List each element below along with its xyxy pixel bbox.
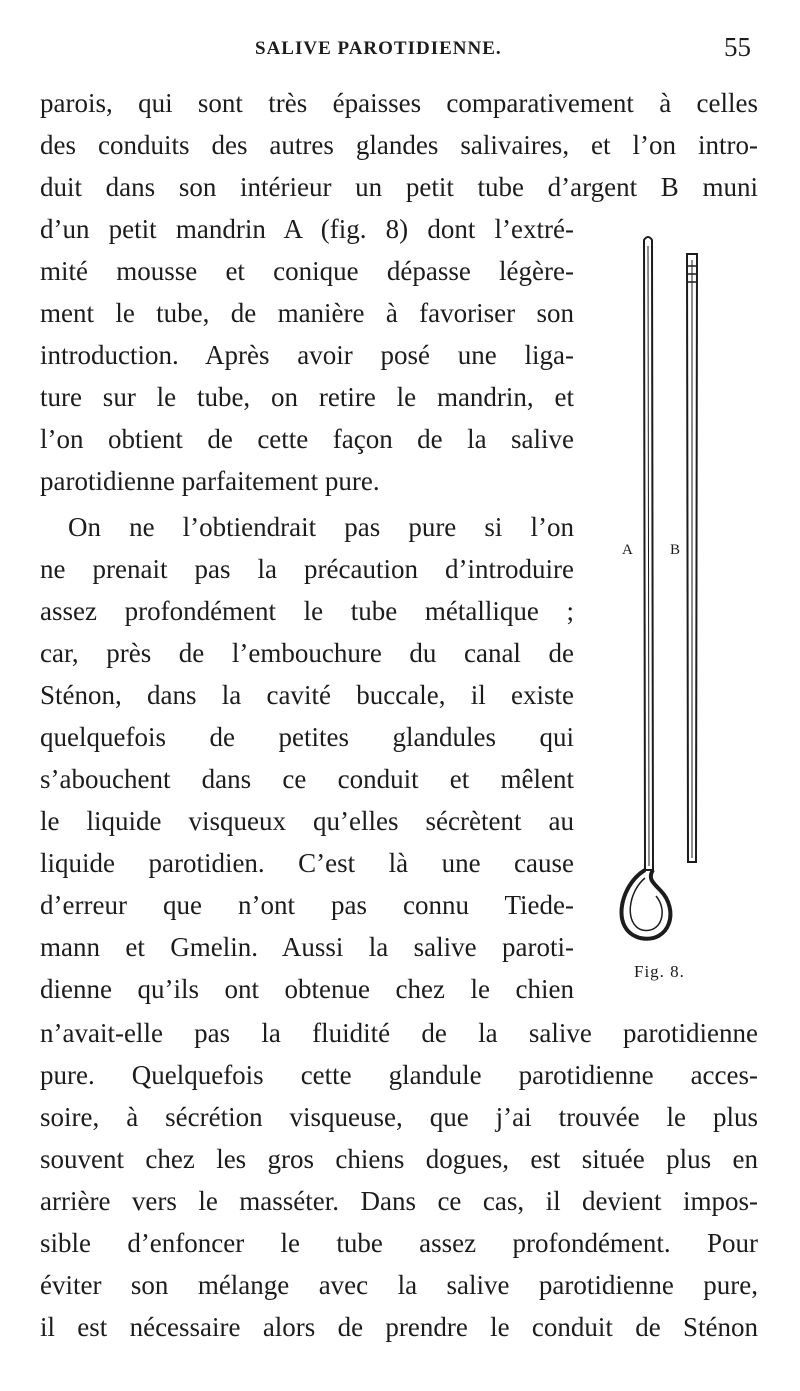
running-head xyxy=(0,30,800,70)
text-line: car, près de l’embouchure du canal de xyxy=(40,638,574,668)
text-line: introduction. Après avoir posé une liga- xyxy=(40,340,574,370)
figure-label-b: B xyxy=(670,542,681,558)
figure-label-a: A xyxy=(622,542,633,558)
text-line: parotidienne parfaitement pure. xyxy=(40,466,380,496)
text-line: s’abouchent dans ce conduit et mêlent xyxy=(40,764,574,794)
figure-caption: Fig. 8. xyxy=(634,962,685,981)
text-line: pure. Quelquefois cette glandule parotidienne acces- xyxy=(40,1060,758,1090)
text-line: mann et Gmelin. Aussi la salive paroti- xyxy=(40,932,574,962)
text-line: sible d’enfoncer le tube assez profondément. Pour xyxy=(40,1228,758,1258)
figure-8 xyxy=(600,230,740,990)
text-line: d’erreur que n’ont pas connu Tiede- xyxy=(40,890,574,920)
text-line: le liquide visqueux qu’elles sécrètent au xyxy=(40,806,574,836)
text-line: assez profondément le tube métallique ; xyxy=(40,596,574,626)
text-line: l’on obtient de cette façon de la salive xyxy=(40,424,574,454)
text-line: des conduits des autres glandes salivaires, et l’on intro- xyxy=(40,130,758,160)
text-line: Sténon, dans la cavité buccale, il existe xyxy=(40,680,574,710)
mandrin-a-drawing xyxy=(621,237,670,939)
text-line: n’avait-elle pas la fluidité de la salive parotidienne xyxy=(40,1018,758,1048)
text-line: souvent chez les gros chiens dogues, est située plus en xyxy=(40,1144,758,1174)
text-line: parois, qui sont très épaisses comparativement à celles xyxy=(40,88,758,118)
page-number: 55 xyxy=(724,32,751,62)
text-line: duit dans son intérieur un petit tube d’argent B muni xyxy=(40,172,758,202)
text-line: ment le tube, de manière à favoriser son xyxy=(40,298,574,328)
text-line: quelquefois de petites glandules qui xyxy=(40,722,574,752)
text-line: éviter son mélange avec la salive parotidienne pure, xyxy=(40,1270,758,1300)
text-line: mité mousse et conique dépasse légère- xyxy=(40,256,574,286)
mandrin-and-tube-illustration xyxy=(600,230,740,990)
text-line: liquide parotidien. C’est là une cause xyxy=(40,848,574,878)
running-title: SALIVE PAROTIDIENNE. xyxy=(255,38,502,59)
text-line: dienne qu’ils ont obtenue chez le chien xyxy=(40,974,574,1004)
text-line: d’un petit mandrin A (fig. 8) dont l’extré- xyxy=(40,214,574,244)
text-line: On ne l’obtiendrait pas pure si l’on xyxy=(68,512,574,542)
text-line: ture sur le tube, on retire le mandrin, et xyxy=(40,382,574,412)
text-line: ne prenait pas la précaution d’introduire xyxy=(40,554,574,584)
text-line: il est nécessaire alors de prendre le conduit de Sténon xyxy=(40,1312,758,1342)
text-line: arrière vers le masséter. Dans ce cas, il devient impos- xyxy=(40,1186,758,1216)
tube-b-drawing xyxy=(687,254,697,862)
text-line: soire, à sécrétion visqueuse, que j’ai trouvée le plus xyxy=(40,1102,758,1132)
